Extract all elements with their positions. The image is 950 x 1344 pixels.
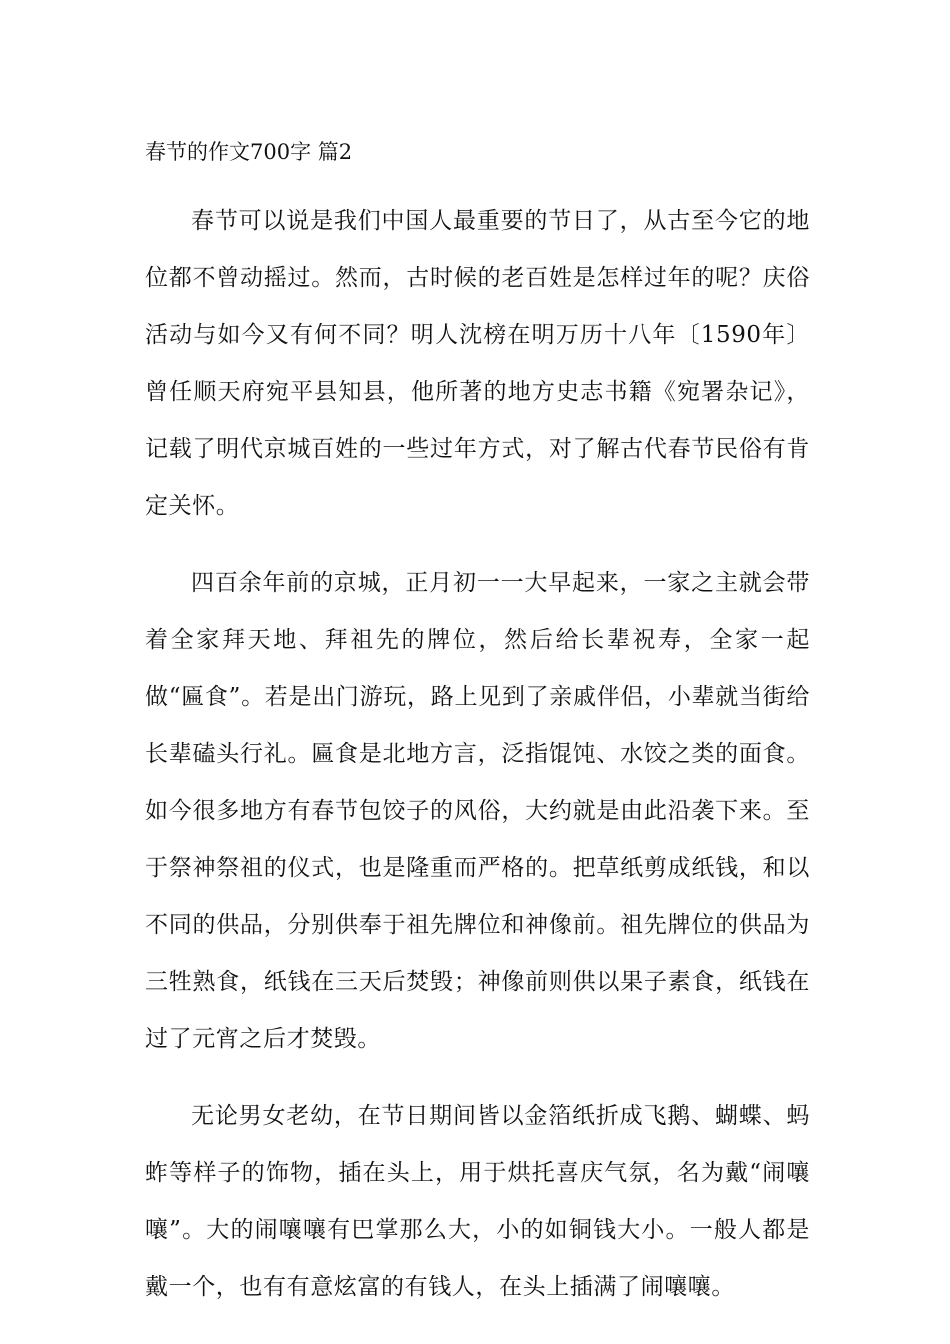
paragraph-1: 春节可以说是我们中国人最重要的节日了，从古至今它的地位都不曾动摇过。然而，古时候的老百姓是怎样过年的呢？庆俗活动与如今又有何不同？明人沈榜在明万历十八年〔1590年〕曾任顺天府宛平县知县，他所著的地方史志书籍《宛署杂记》，记载了明代京城百姓的一些过年方式，对了解古代春节民俗有肯定关怀。 — [145, 208, 810, 519]
document-title: 春节的作文700字 篇2 — [145, 140, 353, 164]
paragraph-3: 无论男女老幼，在节日期间皆以金箔纸折成飞鹅、蝴蝶、蚂蚱等样子的饰物，插在头上，用于烘托喜庆气氛，名为戴“闹嚷嚷”。大的闹嚷嚷有巴掌那么大，小的如铜钱大小。一般人都是戴一个，也有有意炫富的有钱人，在头上插满了闹嚷嚷。 — [145, 1103, 810, 1300]
paragraph-2: 四百余年前的京城，正月初一一大早起来，一家之主就会带着全家拜天地、拜祖先的牌位，然后给长辈祝寿，全家一起做“匾食”。若是出门游玩，路上见到了亲戚伴侣，小辈就当街给长辈磕头行礼。匾食是北地方言，泛指馄饨、水饺之类的面食。如今很多地方有春节包饺子的风俗，大约就是由此沿袭下来。至于祭神祭祖的仪式，也是隆重而严格的。把草纸剪成纸钱，和以不同的供品，分别供奉于祖先牌位和神像前。祖先牌位的供品为三牲熟食，纸钱在三天后焚毁；神像前则供以果子素食，纸钱在过了元宵之后才焚毁。 — [145, 570, 810, 1052]
document-body — [145, 136, 810, 1316]
